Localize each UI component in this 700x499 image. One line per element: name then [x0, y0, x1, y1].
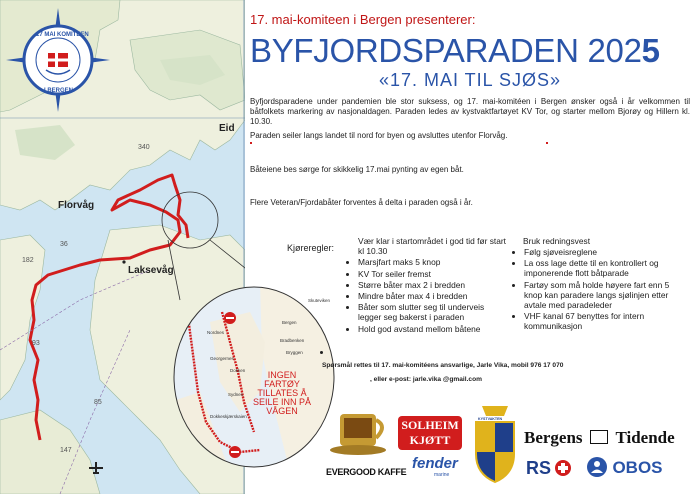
rule-item: • Fartøy som må holde høyere fart enn 5 knop kan paradere langs sjølinjen etter avtale med paradeleder [524, 280, 674, 311]
page-title [250, 32, 690, 70]
fender-logo [412, 456, 472, 486]
fender-text: fender [412, 455, 458, 472]
evergood-text: EVERGOOD KAFFE [326, 467, 407, 477]
label-laksevag: Laksevåg [128, 265, 174, 276]
badge-ring-top: 17 MAI KOMITEEN [36, 32, 89, 38]
rules-list-right [512, 247, 674, 333]
rule-item: • KV Tor seiler fremst [358, 269, 508, 279]
title-main: BYFJORDSPARADEN 202 [250, 32, 642, 69]
rule-item: Vær klar i startområdet i god tid før start kl 10.30 [358, 236, 507, 257]
badge-ring-bottom: I BERGEN [44, 88, 74, 94]
depth-182: 182 [22, 257, 34, 264]
coffee-cup-icon [326, 404, 398, 462]
route-paragraph: Paraden seiler langs landet til nord for byen og avsluttes utenfor Florvåg. [250, 131, 508, 140]
inset-svg [170, 282, 338, 472]
rs-logo [526, 458, 586, 480]
evergood-logo [326, 404, 407, 482]
inset-nordnes: Nordnes [207, 330, 225, 335]
obos-logo [586, 456, 686, 480]
page-subtitle: «17. MAI TIL SJØS» [378, 70, 562, 90]
inset-bryggen: Bryggen [286, 350, 303, 355]
bt-text-2: Tidende [615, 428, 675, 447]
rule-item: • Følg sjøveisreglene [524, 247, 674, 257]
inset-sydnes: Sydnes [228, 392, 244, 397]
bergens-tidende-logo [524, 428, 688, 448]
rs-text: RS [526, 458, 552, 478]
inset-dokkeskjaerskaien: Dokkeskjærskaien [210, 414, 247, 419]
inset-georgernes: Georgernes [210, 356, 234, 361]
contact-line-1: Spørsmål rettes til 17. mai-komitéens ansvarlige, Jarle Vika, mobil 976 17 070 [322, 362, 564, 369]
decorate-paragraph: Båteiene bes sørge for skikkelig 17.mai pynting av egen båt. [250, 165, 464, 174]
label-florvag: Florvåg [58, 200, 95, 211]
solheim-logo [398, 416, 462, 450]
rules-heading: Kjøreregler: [287, 243, 335, 253]
rules-right-heading: Bruk redningsvest [523, 236, 591, 246]
kystvakten-logo [472, 402, 518, 486]
inset-bergen: Bergen [282, 320, 297, 325]
rule-item: • Større båter max 2 i bredden [358, 280, 508, 290]
rule-item: • Mindre båter max 4 i bredden [358, 291, 508, 301]
bt-text-1: Bergens [524, 428, 583, 447]
rule-item: • Båter som slutter seg til underveis legger seg bakerst i paraden [358, 302, 508, 322]
bullet-dot [320, 351, 323, 354]
kystvakten-text: KYSTVAKTEN [478, 417, 503, 421]
solheim-text-2: KJØTT [409, 433, 451, 447]
depth-340: 340 [138, 144, 150, 151]
contact-line-2: , eller e-post: jarle.vika @gmail.com [370, 376, 482, 383]
depth-147: 147 [60, 447, 72, 454]
rule-item: • La oss lage dette til en kontrollert og imponerende flott båtparade [524, 258, 674, 278]
title-year-digit: 5 [641, 32, 660, 69]
coast-guard-shield-icon [472, 402, 518, 486]
rs-cross-icon [555, 460, 571, 476]
solheim-text-1: SOLHEIM [401, 418, 459, 432]
fender-sub-text: marine [434, 472, 450, 478]
inset-bradbenken: Bradbenken [280, 338, 305, 343]
inset-warning-5: VÅGEN [266, 406, 298, 416]
separator-dots [250, 142, 550, 148]
depth-85: 85 [94, 399, 102, 406]
inset-warning-4: SEILE INN PÅ [252, 397, 312, 407]
city-crest-icon [590, 430, 608, 444]
rule-item: • Marsjfart maks 5 knop [358, 257, 508, 267]
inset-warning-3: TILLATES Å [257, 388, 307, 398]
depth-93: 93 [32, 340, 40, 347]
obos-text: OBOS [612, 458, 663, 477]
presenter-line: 17. mai-komiteen i Bergen presenterer: [250, 12, 476, 27]
rule-item: • Hold god avstand mellom båtene [358, 324, 508, 334]
rule-item: • VHF kanal 67 benyttes for intern kommunikasjon [524, 311, 674, 331]
veteran-paragraph: Flere Veteran/Fjordabåter forventes å delta i paraden også i år. [250, 198, 473, 207]
rules-list-left [346, 236, 508, 335]
inset-warning-2: FARTØY [264, 379, 300, 389]
inset-dokken: Dokken [230, 368, 246, 373]
inset-warning-1: INGEN [267, 370, 297, 380]
depth-36: 36 [60, 241, 68, 248]
obos-house-icon [586, 456, 608, 478]
inset-map [170, 282, 338, 472]
intro-paragraph: Byfjordsparadene under pandemien ble stor suksess, og 17. mai-komitéen i Bergen ønsker også i år velkommen til båtfolkets markering av nasjonaldagen. Paraden ledes av kystvaktfartøyet KV Tor, og starter mellom Bjorøy og Hillern kl. 10.30. [250, 97, 690, 126]
inset-skuteviken: Skuteviken [308, 298, 331, 303]
label-eid: Eid [219, 123, 235, 134]
